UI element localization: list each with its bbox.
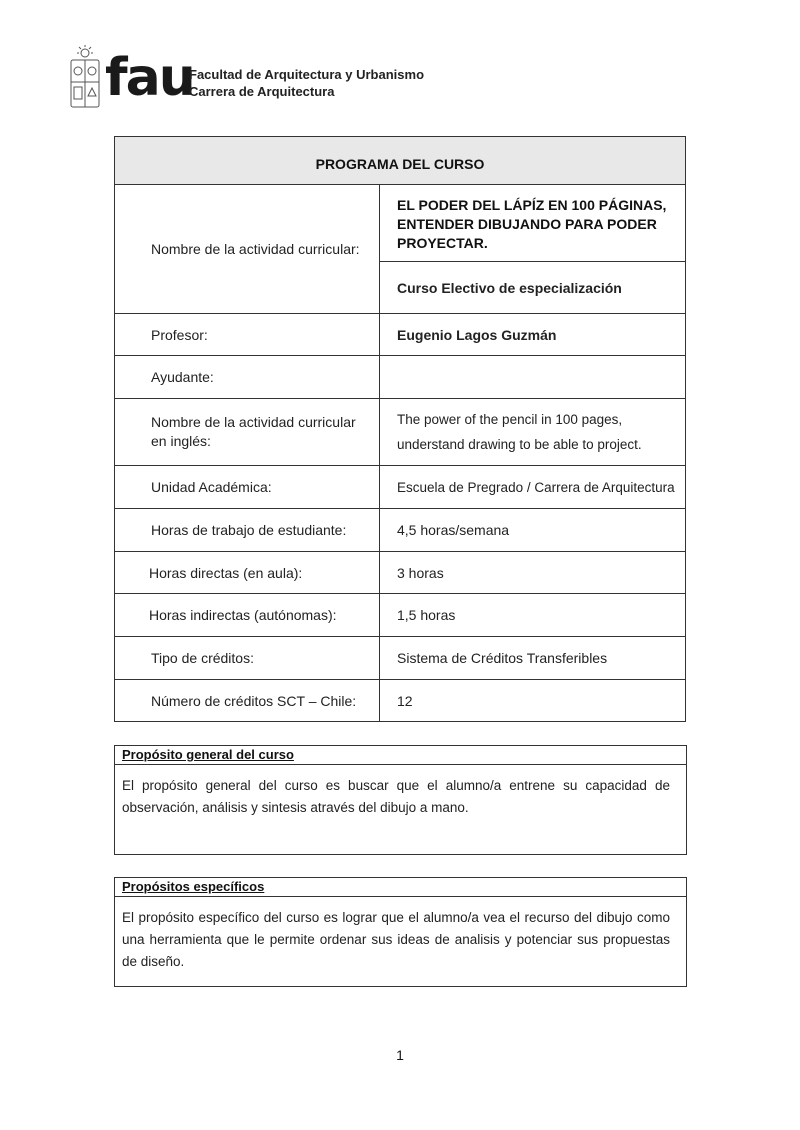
credits-number-label: Número de créditos SCT – Chile: — [115, 680, 380, 722]
table-row — [115, 509, 686, 552]
general-purpose-heading — [115, 746, 686, 765]
program-table — [114, 136, 686, 722]
university-seal-icon — [68, 44, 102, 110]
table-row — [115, 466, 686, 509]
table-row — [115, 552, 686, 594]
table-row — [115, 356, 686, 399]
page-number: 1 — [396, 1047, 404, 1063]
credit-type-value: Sistema de Créditos Transferibles — [380, 637, 686, 680]
table-row — [115, 637, 686, 680]
indirect-hours-label: Horas indirectas (autónomas): — [115, 594, 380, 637]
general-purpose-text: El propósito general del curso es buscar que el alumno/a entrene su capacidad de observación, análisis y sintesis através del dibujo a mano. — [122, 778, 670, 815]
indirect-hours-value: 1,5 horas — [380, 594, 686, 637]
specific-purposes-text: El propósito específico del curso es lograr que el alumno/a vea el recurso del dibujo como una herramienta que le permite ordenar sus ideas de analisis y potenciar sus propuestas de diseño. — [122, 910, 670, 969]
assistant-value — [380, 356, 686, 399]
academic-unit-value: Escuela de Pregrado / Carrera de Arquitectura — [380, 466, 686, 509]
student-hours-value: 4,5 horas/semana — [380, 509, 686, 552]
general-purpose-section — [114, 745, 687, 855]
table-title-row — [115, 137, 686, 185]
activity-name-text: EL PODER DEL LÁPÍZ EN 100 PÁGINAS, ENTENDER DIBUJANDO PARA PODER PROYECTAR. — [397, 196, 667, 251]
general-purpose-title: Propósito general del curso — [122, 747, 294, 762]
activity-name-label: Nombre de la actividad curricular: — [115, 185, 380, 314]
specific-purposes-title: Propósitos específicos — [122, 879, 265, 894]
professor-label: Profesor: — [115, 314, 380, 356]
direct-hours-value: 3 horas — [380, 552, 686, 594]
english-name-value: The power of the pencil in 100 pages, understand drawing to be able to project. — [380, 399, 686, 466]
table-row — [115, 680, 686, 722]
credit-type-label: Tipo de créditos: — [115, 637, 380, 680]
course-type-value: Curso Electivo de especialización — [380, 262, 686, 314]
credits-number-value: 12 — [380, 680, 686, 722]
activity-name-value — [380, 185, 686, 262]
academic-unit-label: Unidad Académica: — [115, 466, 380, 509]
table-row — [115, 399, 686, 466]
faculty-name — [189, 66, 424, 100]
specific-purposes-section — [114, 877, 687, 987]
direct-hours-label: Horas directas (en aula): — [115, 552, 380, 594]
specific-purposes-heading — [115, 878, 686, 897]
assistant-label: Ayudante: — [115, 356, 380, 399]
table-row — [115, 314, 686, 356]
student-hours-label: Horas de trabajo de estudiante: — [115, 509, 380, 552]
faculty-title: Facultad de Arquitectura y Urbanismo — [189, 67, 425, 82]
program-title: PROGRAMA DEL CURSO — [115, 137, 686, 185]
table-row — [115, 594, 686, 637]
english-name-label: Nombre de la actividad curricular en inglés: — [115, 399, 380, 466]
fau-logo: fau — [105, 48, 194, 108]
table-row — [115, 185, 686, 262]
professor-value: Eugenio Lagos Guzmán — [380, 314, 686, 356]
career-title: Carrera de Arquitectura — [189, 84, 335, 99]
